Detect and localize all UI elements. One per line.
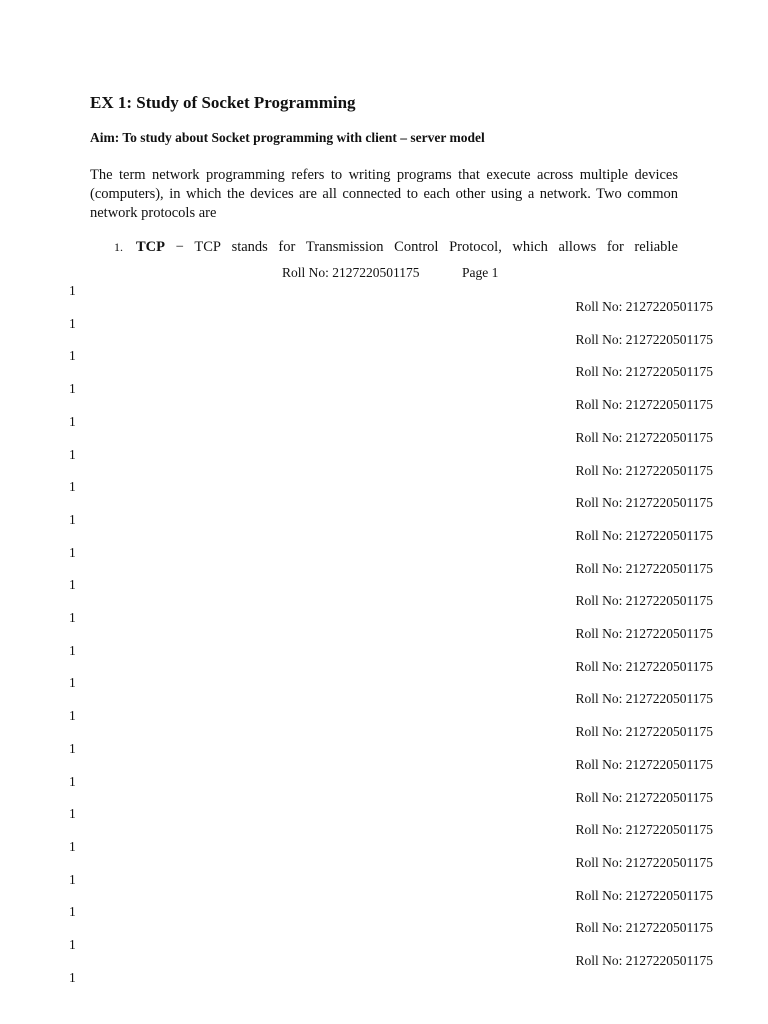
roll-number-line: Roll No: 2127220501175	[575, 495, 713, 511]
margin-number: 1	[69, 838, 76, 854]
roll-number-line: Roll No: 2127220501175	[575, 756, 713, 772]
roll-number-line: Roll No: 2127220501175	[575, 691, 713, 707]
margin-number: 1	[69, 283, 76, 298]
list-item-word: stands	[231, 239, 268, 255]
page-footer	[282, 265, 499, 281]
margin-number: 1	[69, 610, 76, 625]
margin-number: 1	[69, 675, 76, 691]
footer-page-number: Page 1	[462, 265, 499, 280]
list-item-number: 1.	[114, 240, 123, 254]
list-item-word: Transmission	[305, 239, 384, 255]
roll-number-line: Roll No: 2127220501175	[575, 462, 713, 478]
margin-number: 1	[69, 511, 76, 527]
list-item-word: Control	[394, 239, 439, 255]
margin-number: 1	[69, 740, 76, 756]
margin-number: 1	[69, 544, 76, 560]
list-item-word: reliable	[634, 239, 678, 255]
margin-number: 1	[69, 904, 76, 920]
margin-number: 1	[69, 642, 76, 658]
roll-number-line: Roll No: 2127220501175	[575, 429, 713, 445]
intro-paragraph: The term network programming refers to writing programs that execute across multiple devices (computers), in which the devices are all connected to each other using a network. Two common network protocols are	[90, 167, 678, 221]
roll-number-line: Roll No: 2127220501175	[575, 724, 713, 740]
list-item-term: TCP	[136, 239, 165, 255]
aim-heading: Aim: To study about Socket programming with client – server model	[90, 130, 485, 145]
margin-number: 1	[69, 708, 76, 724]
roll-number-line: Roll No: 2127220501175	[575, 854, 713, 870]
roll-number-line: Roll No: 2127220501175	[575, 397, 713, 413]
margin-number: 1	[69, 315, 76, 331]
roll-number-line: Roll No: 2127220501175	[575, 527, 713, 543]
roll-number-line: Roll No: 2127220501175	[575, 822, 713, 838]
roll-number-line: Roll No: 2127220501175	[575, 626, 713, 641]
roll-number-line: Roll No: 2127220501175	[575, 364, 713, 380]
roll-number-line: Roll No: 2127220501175	[575, 789, 713, 805]
roll-number-line: Roll No: 2127220501175	[575, 299, 713, 314]
margin-number: 1	[69, 348, 76, 364]
margin-number-trailing: 1	[69, 969, 76, 985]
roll-number-line: Roll No: 2127220501175	[575, 593, 713, 609]
page-title: EX 1: Study of Socket Programming	[90, 93, 356, 112]
list-item-word: which	[512, 239, 548, 255]
margin-number: 1	[69, 413, 76, 429]
list-item-word: for	[278, 239, 296, 255]
list-item-word: for	[606, 239, 624, 255]
roll-number-line: Roll No: 2127220501175	[575, 560, 713, 576]
list-item-word: Protocol,	[449, 239, 502, 255]
margin-number: 1	[69, 446, 76, 462]
margin-number: 1	[69, 381, 76, 397]
list-item-word: −	[175, 239, 184, 255]
roll-number-line: Roll No: 2127220501175	[575, 887, 713, 903]
list-item-word: TCP	[194, 239, 221, 255]
margin-number: 1	[69, 773, 76, 789]
roll-number-line: Roll No: 2127220501175	[575, 953, 713, 968]
footer-roll-number: Roll No: 2127220501175	[282, 265, 420, 280]
margin-number: 1	[69, 871, 76, 887]
margin-number: 1	[69, 806, 76, 822]
margin-number: 1	[69, 577, 76, 593]
roll-number-line: Roll No: 2127220501175	[575, 920, 713, 936]
margin-number: 1	[69, 937, 76, 952]
list-item-text	[136, 238, 678, 257]
roll-number-line: Roll No: 2127220501175	[575, 658, 713, 674]
margin-number: 1	[69, 479, 76, 495]
list-item-word: allows	[558, 239, 597, 255]
roll-number-line: Roll No: 2127220501175	[575, 331, 713, 347]
